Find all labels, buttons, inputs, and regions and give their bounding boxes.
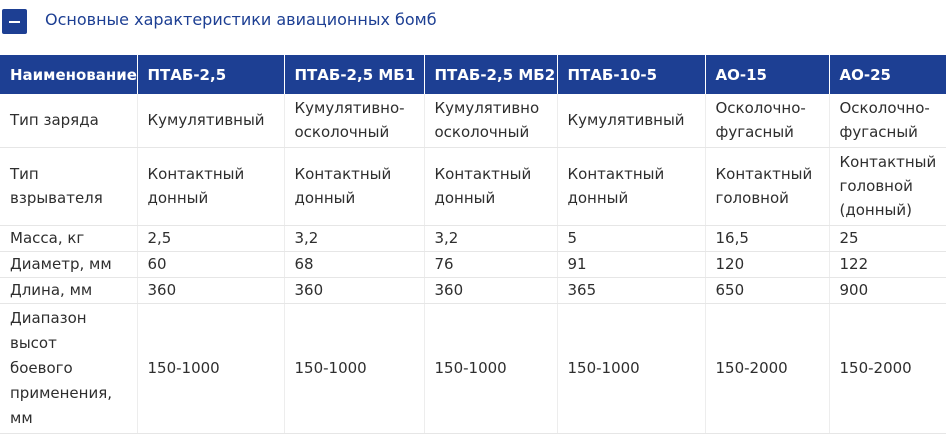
header-name: Наименование xyxy=(10,65,137,84)
header-ao-15: АО-15 xyxy=(705,55,829,94)
table-cell: 900 xyxy=(829,277,946,303)
table-cell: Контактный донный xyxy=(284,147,424,225)
section-title: Основные характеристики авиационных бомб xyxy=(45,10,437,29)
table-cell: Контактный донный xyxy=(424,147,557,225)
table-cell: Кумулятивно- осколочный xyxy=(284,94,424,147)
row-label: Длина, мм xyxy=(0,277,137,303)
table-cell: 150-1000 xyxy=(557,303,705,433)
table-cell: Осколочно- фугасный xyxy=(705,94,829,147)
table-row-diameter xyxy=(0,251,946,277)
table-cell: Осколочно- фугасный xyxy=(829,94,946,147)
table-cell: Контактный головной (донный) xyxy=(829,147,946,225)
table-cell: 150-1000 xyxy=(284,303,424,433)
table-cell: Кумулятивно осколочный xyxy=(424,94,557,147)
minus-icon xyxy=(9,21,20,23)
table-cell: 5 xyxy=(557,225,705,251)
table-cell: Контактный донный xyxy=(137,147,284,225)
table-cell: Контактный головной xyxy=(705,147,829,225)
table-row-charge-type xyxy=(0,94,946,147)
header-ao-25: АО-25 xyxy=(829,55,946,94)
header-ptab-2-5-mb1: ПТАБ-2,5 МБ1 xyxy=(284,55,424,94)
table-row-fuze-type xyxy=(0,147,946,225)
table-cell: 150-2000 xyxy=(829,303,946,433)
table-cell: 150-1000 xyxy=(424,303,557,433)
table-cell: 3,2 xyxy=(424,225,557,251)
table-cell: 68 xyxy=(284,251,424,277)
header-ptab-2-5: ПТАБ-2,5 xyxy=(137,55,284,94)
table-header-row xyxy=(0,55,946,94)
row-label: Диапазон высот боевого применения, мм xyxy=(0,303,137,433)
table-cell: 91 xyxy=(557,251,705,277)
table-row-length xyxy=(0,277,946,303)
row-label: Масса, кг xyxy=(0,225,137,251)
table-cell: 360 xyxy=(137,277,284,303)
table-cell: 25 xyxy=(829,225,946,251)
table-cell: 650 xyxy=(705,277,829,303)
table-cell: 360 xyxy=(284,277,424,303)
table-cell: 2,5 xyxy=(137,225,284,251)
table-row-altitude-range xyxy=(0,303,946,433)
table-cell: 122 xyxy=(829,251,946,277)
section-header xyxy=(0,0,946,44)
table-cell: 16,5 xyxy=(705,225,829,251)
collapse-button[interactable] xyxy=(2,9,27,34)
table-cell: Кумулятивный xyxy=(137,94,284,147)
table-cell: 60 xyxy=(137,251,284,277)
row-label: Тип заряда xyxy=(0,94,137,147)
row-label: Тип взрывателя xyxy=(0,147,137,225)
table-cell: Контактный донный xyxy=(557,147,705,225)
bomb-specs-table xyxy=(0,55,946,434)
table-cell: 365 xyxy=(557,277,705,303)
table-cell: 360 xyxy=(424,277,557,303)
table-cell: 150-1000 xyxy=(137,303,284,433)
table-cell: 76 xyxy=(424,251,557,277)
header-ptab-2-5-mb2: ПТАБ-2,5 МБ2 xyxy=(424,55,557,94)
table-cell: Кумулятивный xyxy=(557,94,705,147)
table-cell: 150-2000 xyxy=(705,303,829,433)
row-label: Диаметр, мм xyxy=(0,251,137,277)
table-cell: 3,2 xyxy=(284,225,424,251)
header-ptab-10-5: ПТАБ-10-5 xyxy=(557,55,705,94)
table-row-mass xyxy=(0,225,946,251)
table-cell: 120 xyxy=(705,251,829,277)
